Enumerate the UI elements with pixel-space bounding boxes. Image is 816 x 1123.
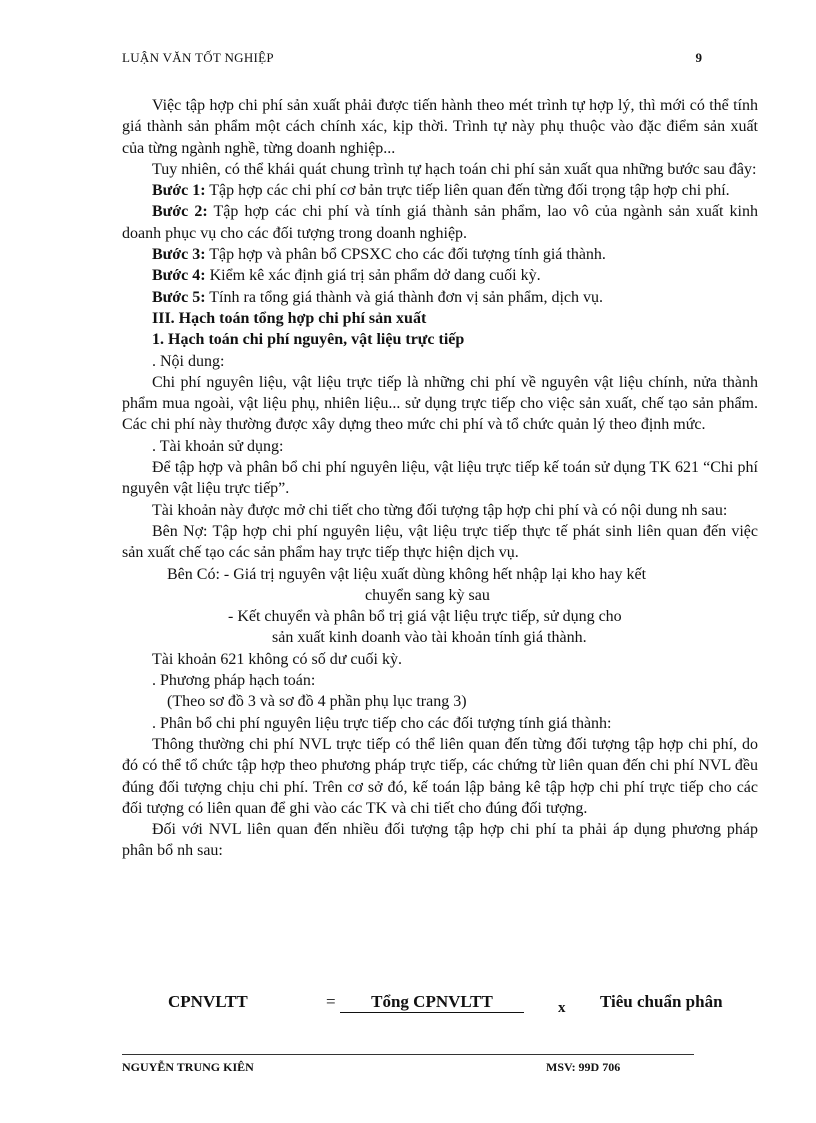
paragraph: Để tập hợp và phân bổ chi phí nguyên liệu, vật liệu trực tiếp kế toán sử dụng TK 621 “Chi phí nguyên vật liệu trực tiếp”. — [122, 459, 758, 498]
ben-co-line-2b: sản xuất kinh doanh vào tài khoản tính giá thành. — [272, 629, 587, 647]
step-3 — [122, 244, 758, 265]
step-label: Bước 2: — [152, 203, 208, 221]
label-noi-dung: . Nội dung: — [152, 352, 225, 370]
footer-divider — [122, 1054, 694, 1055]
ben-co-line-1: Bên Có: - Giá trị nguyên vật liệu xuất dùng không hết nhập lại kho hay kết — [167, 565, 647, 583]
so-do-note: (Theo sơ đồ 3 và sơ đồ 4 phần phụ lục trang 3) — [167, 693, 467, 711]
formula-times: x — [558, 1000, 566, 1016]
step-label: Bước 3: — [152, 246, 206, 264]
page-header — [122, 50, 702, 68]
formula-right: Tiêu chuẩn phân — [600, 992, 723, 1011]
paragraph: Đối với NVL liên quan đến nhiều đối tượng tập hợp chi phí ta phải áp dụng phương pháp phân bổ nh sau: — [122, 821, 758, 860]
paragraph: Thông thường chi phí NVL trực tiếp có thể liên quan đến từng đối tượng tập hợp chi phí, do đó có thể tổ chức tập hợp theo phương pháp trực tiếp, các chứng từ liên quan đến chi phí NVL đều đúng đối tượng chịu chi phí. Trên cơ sở đó, kế toán lập bảng kê tập hợp chi phí trực tiếp cho các đối tượng có liên quan để ghi vào các TK và chi tiết cho đúng đối tượng. — [122, 735, 758, 817]
step-5 — [122, 287, 758, 308]
formula-numerator: Tổng CPNVLTT — [340, 992, 524, 1013]
document-body — [122, 95, 758, 862]
label-phan-bo: . Phân bổ chi phí nguyên liệu trực tiếp cho các đối tượng tính giá thành: — [152, 714, 612, 732]
step-1 — [122, 180, 758, 201]
subsection-heading: 1. Hạch toán chi phí nguyên, vật liệu trực tiếp — [152, 331, 465, 349]
step-text: Kiểm kê xác định giá trị sản phẩm dở dang cuối kỳ. — [205, 267, 541, 285]
label-tai-khoan: . Tài khoản sử dụng: — [152, 437, 284, 455]
student-id: MSV: 99D 706 — [546, 1060, 621, 1074]
section-heading: III. Hạch toán tổng hợp chi phí sản xuất — [152, 309, 427, 327]
allocation-formula — [122, 992, 758, 1022]
ben-co-line-1b: chuyển sang kỳ sau — [365, 586, 490, 604]
formula-left: CPNVLTT — [168, 992, 248, 1011]
paragraph: Việc tập hợp chi phí sản xuất phải được tiến hành theo mét trình tự hợp lý, thì mới có thể tính giá thành sản phẩm một cách chính xác, kịp thời. Trình tự này phụ thuộc vào đặc điểm sản xuất của từng ngành nghề, từng doanh nghiệp... — [122, 97, 758, 157]
step-label: Bước 5: — [152, 288, 206, 306]
paragraph: Tuy nhiên, có thể khái quát chung trình tự hạch toán chi phí sản xuất qua những bước sau đây: — [152, 160, 757, 178]
formula-equals: = — [326, 992, 336, 1011]
step-4 — [122, 265, 758, 286]
step-text: Tính ra tổng giá thành và giá thành đơn vị sản phẩm, dịch vụ. — [205, 288, 603, 306]
paragraph-ben-no: Bên Nợ: Tập hợp chi phí nguyên liệu, vật liệu trực tiếp thực tế phát sinh liên quan đến việc sản xuất chế tạo các sản phẩm hay trực tiếp thực hiện dịch vụ. — [122, 522, 758, 562]
step-label: Bước 4: — [152, 267, 206, 285]
ben-co-line-2: - Kết chuyển và phân bổ trị giá vật liệu trực tiếp, sử dụng cho — [228, 608, 622, 626]
author-name: NGUYỄN TRUNG KIÊN — [122, 1060, 254, 1074]
step-label: Bước 1: — [152, 182, 206, 200]
step-text: Tập hợp các chi phí và tính giá thành sản phẩm, lao vô của ngành sản xuất kinh doanh phục vụ cho các đối tượng trong doanh nghiệp. — [122, 203, 758, 242]
step-text: Tập hợp và phân bổ CPSXC cho các đối tượng tính giá thành. — [205, 246, 606, 264]
label-phuong-phap: . Phương pháp hạch toán: — [152, 672, 316, 690]
paragraph: Tài khoản 621 không có số dư cuối kỳ. — [152, 650, 402, 668]
step-text: Tập hợp các chi phí cơ bản trực tiếp liên quan đến từng đối trọng tập hợp chi phí. — [205, 182, 730, 200]
step-2 — [122, 201, 758, 244]
page-number: 9 — [695, 50, 702, 65]
header-title: LUẬN VĂN TỐT NGHIỆP — [122, 50, 274, 65]
paragraph: Tài khoản này được mở chi tiết cho từng đối tượng tập hợp chi phí và có nội dung nh sau: — [152, 501, 728, 519]
paragraph: Chi phí nguyên liệu, vật liệu trực tiếp là những chi phí về nguyên vật liệu chính, nửa thành phẩm mua ngoài, vật liệu phụ, nhiên liệu... sử dụng trực tiếp cho việc sản xuất, chế tạo sản phẩm. Các chi phí này thường được xây dựng theo mức chi phí và tổ chức quản lý theo định mức. — [122, 373, 758, 434]
